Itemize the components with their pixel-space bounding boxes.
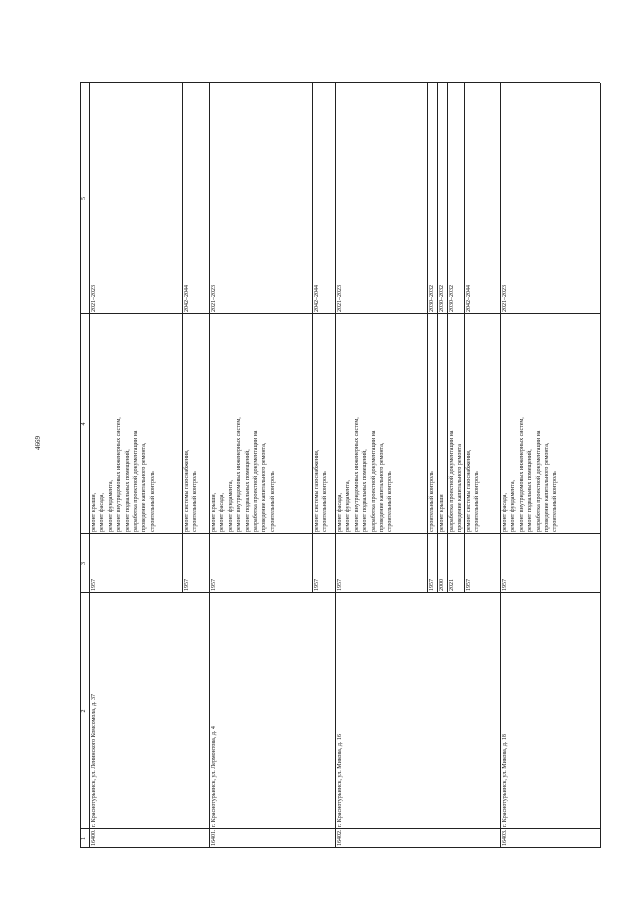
work-list: строительный контроль xyxy=(429,471,435,532)
work-list: ремонт крыши xyxy=(439,494,445,532)
year: 1957 xyxy=(211,579,217,591)
row-number: 16401. xyxy=(211,829,217,846)
work-list: ремонт системы газоснабжения, строительный контроль xyxy=(184,449,199,532)
page-number: 4669 xyxy=(34,436,42,450)
row-number: 16400. xyxy=(91,829,97,846)
period: 2021–2023 xyxy=(91,285,97,312)
period: 2042–2044 xyxy=(184,285,190,312)
work-list: ремонт системы газоснабжения, строительный контроль xyxy=(466,449,481,532)
work-list: разработка проектной документации на проведение капитального ремонта xyxy=(449,430,464,532)
year: 1957 xyxy=(337,579,343,591)
period: 2021–2023 xyxy=(502,285,508,312)
period: 2030–2032 xyxy=(449,285,455,312)
year: 2021 xyxy=(449,579,455,591)
work-list: ремонт фасада, ремонт фундамента, ремонт внутридомовых инженерных систем, ремонт подвальных помещений, разработка проектной документации на проведение капитального ремонта, строительный контроль xyxy=(337,417,394,532)
period: 2042–2044 xyxy=(466,285,472,312)
year: 1957 xyxy=(429,579,435,591)
address: г. Краснотурьинск, ул. Ленинского Комсомола, д. 37 xyxy=(91,693,97,827)
period: 2030–2032 xyxy=(439,285,445,312)
period: 2021–2023 xyxy=(211,285,217,312)
rotated-table xyxy=(80,83,600,848)
header-col-3: 3 xyxy=(81,562,87,565)
work-list: ремонт крыши, ремонт фасада, ремонт фундамента, ремонт внутридомовых инженерных систем, ремонт подвальных помещений, разработка проектной документации на проведение капитального ремонта, строительный контроль xyxy=(211,417,276,532)
year: 1957 xyxy=(91,579,97,591)
year: 1957 xyxy=(502,579,508,591)
work-list: ремонт крыши, ремонт фасада, ремонт фундамента, ремонт внутридомовых инженерных систем, ремонт подвальных помещений, разработка проектной документации на проведение капитального ремонта, строительный контроль xyxy=(91,417,156,532)
header-col-4: 4 xyxy=(81,422,87,426)
period: 2021–2023 xyxy=(337,285,343,312)
year: 1957 xyxy=(184,579,190,591)
year: 1957 xyxy=(314,579,320,591)
period: 2030–2032 xyxy=(429,285,435,312)
address: г. Краснотурьинск, ул. Лермонтова, д. 4 xyxy=(211,726,217,827)
address: г. Краснотурьинск, ул. Микова, д. 16 xyxy=(337,734,343,827)
work-list: ремонт фасада, ремонт фундамента, ремонт внутридомовых инженерных систем, ремонт подвальных помещений, разработка проектной документации на проведение капитального ремонта, строительный контроль xyxy=(502,417,559,532)
row-number: 16403. xyxy=(502,829,508,846)
work-list: ремонт системы газоснабжения, строительный контроль xyxy=(314,449,329,532)
header-col-5: 5 xyxy=(81,197,87,200)
year: 2000 xyxy=(439,579,445,591)
row-number: 16402. xyxy=(337,829,343,846)
period: 2042–2044 xyxy=(314,285,320,312)
header-col-1: 1 xyxy=(81,837,87,840)
header-col-2: 2 xyxy=(81,709,87,713)
year: 1957 xyxy=(466,579,472,591)
address: г. Краснотурьинск, ул. Микова, д. 18 xyxy=(502,734,508,827)
